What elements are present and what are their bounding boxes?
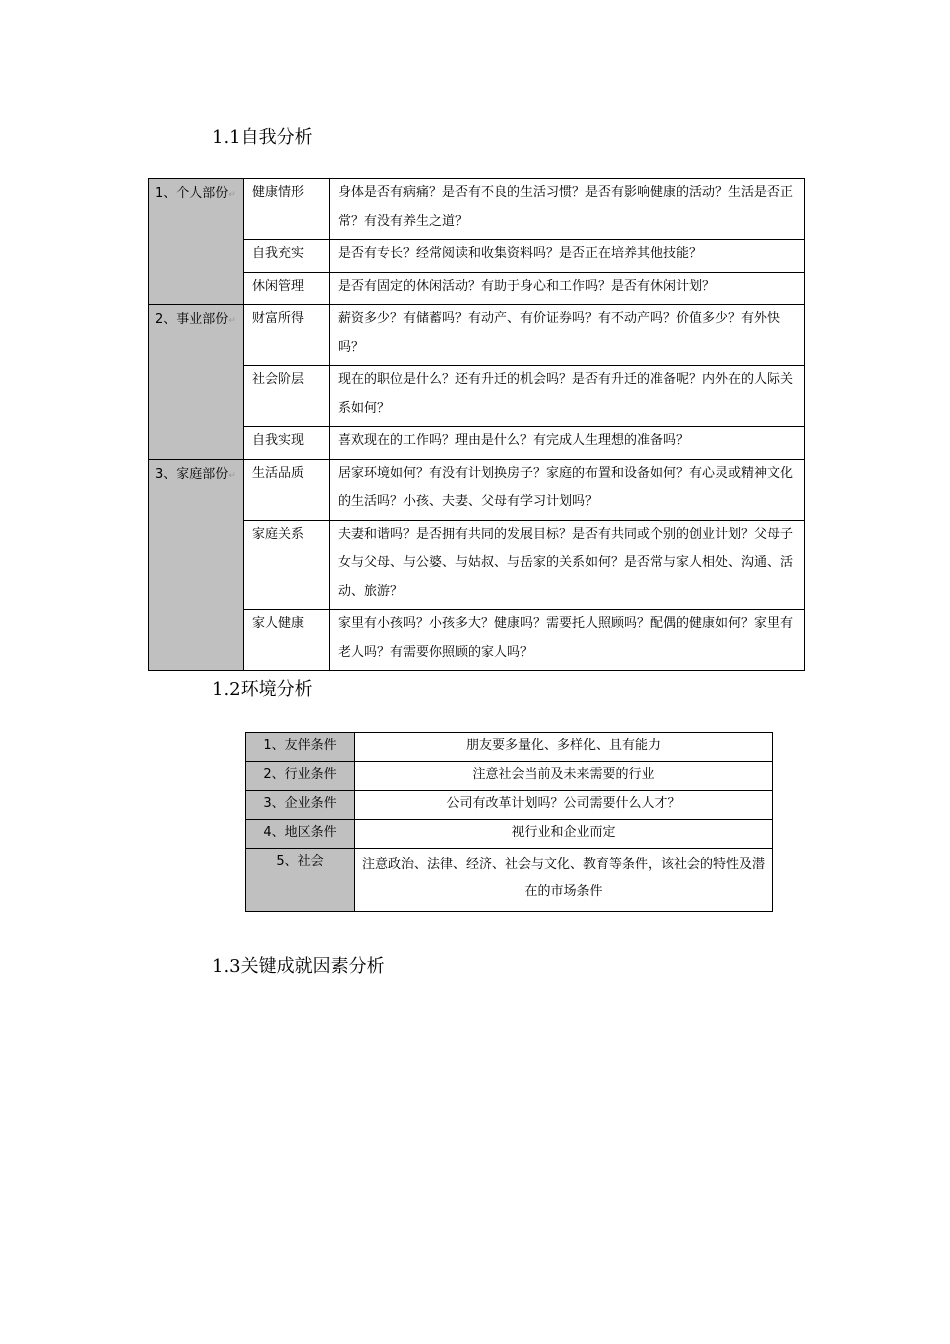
category-cell: 2、事业部份↵ [149, 305, 244, 460]
description-cell: 居家环境如何？有没有计划换房子？家庭的布置和设备如何？有心灵或精神文化的生活吗？小孩、夫妻、父母有学习计划吗？ [330, 459, 805, 520]
category-cell: 3、家庭部份↵ [149, 459, 244, 671]
section-title-env-analysis: 1.2环境分析 [212, 679, 313, 700]
note-cell: 公司有改革计划吗？公司需要什么人才？ [355, 791, 773, 820]
item-cell: 社会阶层 [244, 366, 330, 427]
table-row [246, 733, 773, 762]
item-cell: 家人健康 [244, 610, 330, 671]
table-row [149, 427, 805, 460]
factor-cell: 3、企业条件 [246, 791, 355, 820]
table-row [149, 520, 805, 610]
table-row [149, 240, 805, 273]
note-cell: 注意社会当前及未来需要的行业 [355, 762, 773, 791]
factor-cell: 2、行业条件 [246, 762, 355, 791]
table-row [149, 305, 805, 366]
factor-cell: 4、地区条件 [246, 820, 355, 849]
description-cell: 现在的职位是什么？还有升迁的机会吗？是否有升迁的准备呢？内外在的人际关系如何？ [330, 366, 805, 427]
item-cell: 健康情形 [244, 179, 330, 240]
description-cell: 家里有小孩吗？小孩多大？健康吗？需要托人照顾吗？配偶的健康如何？家里有老人吗？有需要你照顾的家人吗？ [330, 610, 805, 671]
note-cell: 注意政治、法律、经济、社会与文化、教育等条件，该社会的特性及潜在的市场条件 [355, 849, 773, 912]
environment-analysis-table [245, 732, 773, 912]
category-cell: 1、个人部份↵ [149, 179, 244, 305]
table-row [149, 459, 805, 520]
table-row [246, 849, 773, 912]
table-row [246, 762, 773, 791]
table-row [149, 610, 805, 671]
description-cell: 夫妻和谐吗？是否拥有共同的发展目标？是否有共同或个别的创业计划？父母子女与父母、与公婆、与姑叔、与岳家的关系如何？是否常与家人相处、沟通、活动、旅游？ [330, 520, 805, 610]
item-cell: 财富所得 [244, 305, 330, 366]
description-cell: 是否有专长？经常阅读和收集资料吗？是否正在培养其他技能？ [330, 240, 805, 273]
section-title-key-success-factors: 1.3关键成就因素分析 [212, 956, 385, 977]
factor-cell: 1、友伴条件 [246, 733, 355, 762]
item-cell: 休闲管理 [244, 272, 330, 305]
item-cell: 生活品质 [244, 459, 330, 520]
table-row [149, 366, 805, 427]
item-cell: 自我充实 [244, 240, 330, 273]
item-cell: 家庭关系 [244, 520, 330, 610]
description-cell: 喜欢现在的工作吗？理由是什么？有完成人生理想的准备吗？ [330, 427, 805, 460]
factor-cell: 5、社会 [246, 849, 355, 912]
self-analysis-table [148, 178, 805, 671]
table-row [149, 272, 805, 305]
section-title-self-analysis: 1.1自我分析 [212, 127, 313, 148]
description-cell: 薪资多少？有储蓄吗？有动产、有价证券吗？有不动产吗？价值多少？有外快吗？ [330, 305, 805, 366]
description-cell: 身体是否有病痛？是否有不良的生活习惯？是否有影响健康的活动？生活是否正常？有没有养生之道？ [330, 179, 805, 240]
item-cell: 自我实现 [244, 427, 330, 460]
note-cell: 朋友要多量化、多样化、且有能力 [355, 733, 773, 762]
table-row [246, 791, 773, 820]
note-cell: 视行业和企业而定 [355, 820, 773, 849]
table-row [246, 820, 773, 849]
description-cell: 是否有固定的休闲活动？有助于身心和工作吗？是否有休闲计划？ [330, 272, 805, 305]
table-row [149, 179, 805, 240]
